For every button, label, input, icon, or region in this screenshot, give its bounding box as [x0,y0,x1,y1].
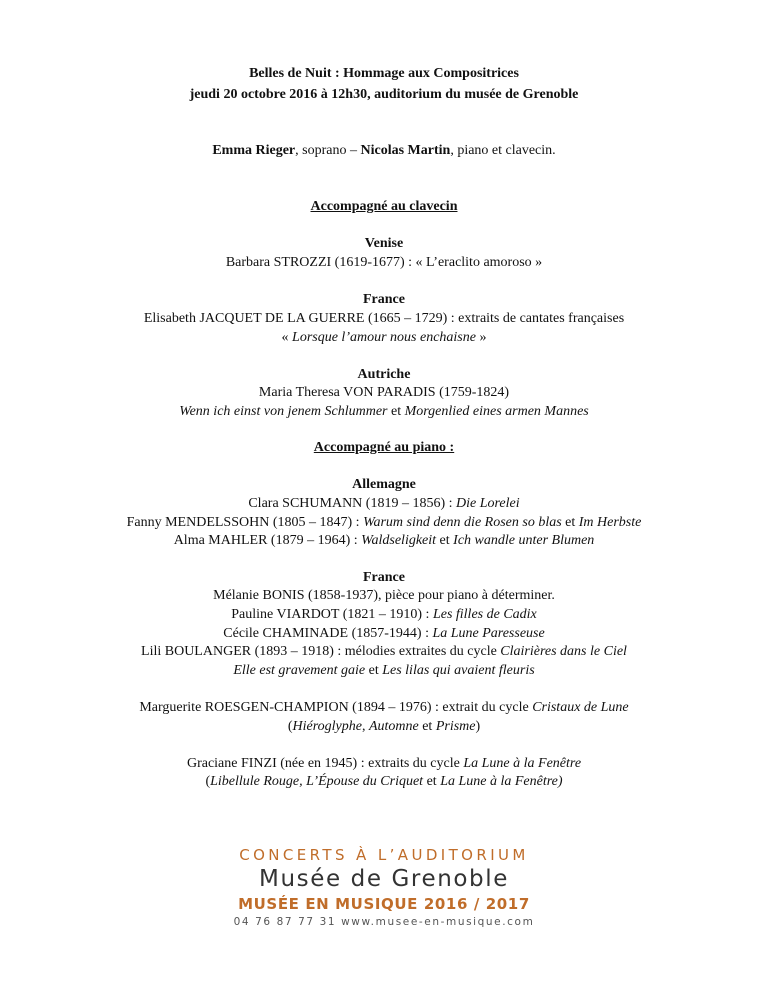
piece-strozzi: Barbara STROZZI (1619-1677) : « L’eraclito amoroso » [225,255,543,270]
performer-pianist-name: Nicolas Martin [360,143,451,158]
footer-season: MUSÉE EN MUSIQUE 2016 / 2017 [238,895,530,913]
country-venise: Venise [364,236,404,251]
section-heading-piano: Accompagné au piano : [313,440,455,455]
piece-roesgen-works: (Hiéroglyphe, Automne et Prisme) [287,719,481,734]
country-autriche: Autriche [357,367,411,382]
piece-chaminade: Cécile CHAMINADE (1857-1944) : La Lune Paresseuse [223,626,545,641]
footer-concerts-label: CONCERTS À L’AUDITORIUM [239,846,529,864]
concert-date-venue: jeudi 20 octobre 2016 à 12h30, auditorium du musée de Grenoble [189,87,579,102]
piece-jacquet: Elisabeth JACQUET DE LA GUERRE (1665 – 1729) : extraits de cantates françaises [143,311,625,326]
piece-mendelssohn: Fanny MENDELSSOHN (1805 – 1847) : Warum sind denn die Rosen so blas et Im Herbste [126,515,642,530]
piece-schumann: Clara SCHUMANN (1819 – 1856) : Die Lorelei [248,496,520,511]
country-france-clavecin: France [363,292,405,307]
piece-mahler: Alma MAHLER (1879 – 1964) : Waldseligkeit et Ich wandle unter Blumen [173,533,595,548]
piece-viardot: Pauline VIARDOT (1821 – 1910) : Les filles de Cadix [231,607,537,622]
piece-boulanger: Lili BOULANGER (1893 – 1918) : mélodies extraites du cycle Clairières dans le Ciel [141,644,627,659]
piece-boulanger-works: Elle est gravement gaie et Les lilas qui avaient fleuris [233,663,535,678]
piece-paradis: Maria Theresa VON PARADIS (1759-1824) [258,385,510,400]
performers-line: Emma Rieger, soprano – Nicolas Martin, piano et clavecin. [212,143,556,158]
piece-bonis: Mélanie BONIS (1858-1937), pièce pour piano à déterminer. [213,588,555,603]
piece-paradis-works: Wenn ich einst von jenem Schlummer et Morgenlied eines armen Mannes [179,404,589,419]
piece-finzi-works: (Libellule Rouge, L’Épouse du Criquet et La Lune à la Fenêtre) [205,774,563,789]
performer-soprano-name: Emma Rieger [212,143,296,158]
piece-roesgen-champion: Marguerite ROESGEN-CHAMPION (1894 – 1976) : extrait du cycle Cristaux de Lune [139,700,629,715]
piece-jacquet-title: « Lorsque l’amour nous enchaisne » [281,330,487,345]
country-allemagne: Allemagne [352,477,416,492]
country-france-piano: France [363,570,405,585]
piece-finzi: Graciane FINZI (née en 1945) : extraits du cycle La Lune à la Fenêtre [186,756,582,771]
concert-title: Belles de Nuit : Hommage aux Compositrices [249,66,519,81]
footer-museum-name: Musée de Grenoble [259,866,509,892]
footer-contact: 04 76 87 77 31 www.musee-en-musique.com [233,916,535,928]
section-heading-clavecin: Accompagné au clavecin [310,199,458,214]
